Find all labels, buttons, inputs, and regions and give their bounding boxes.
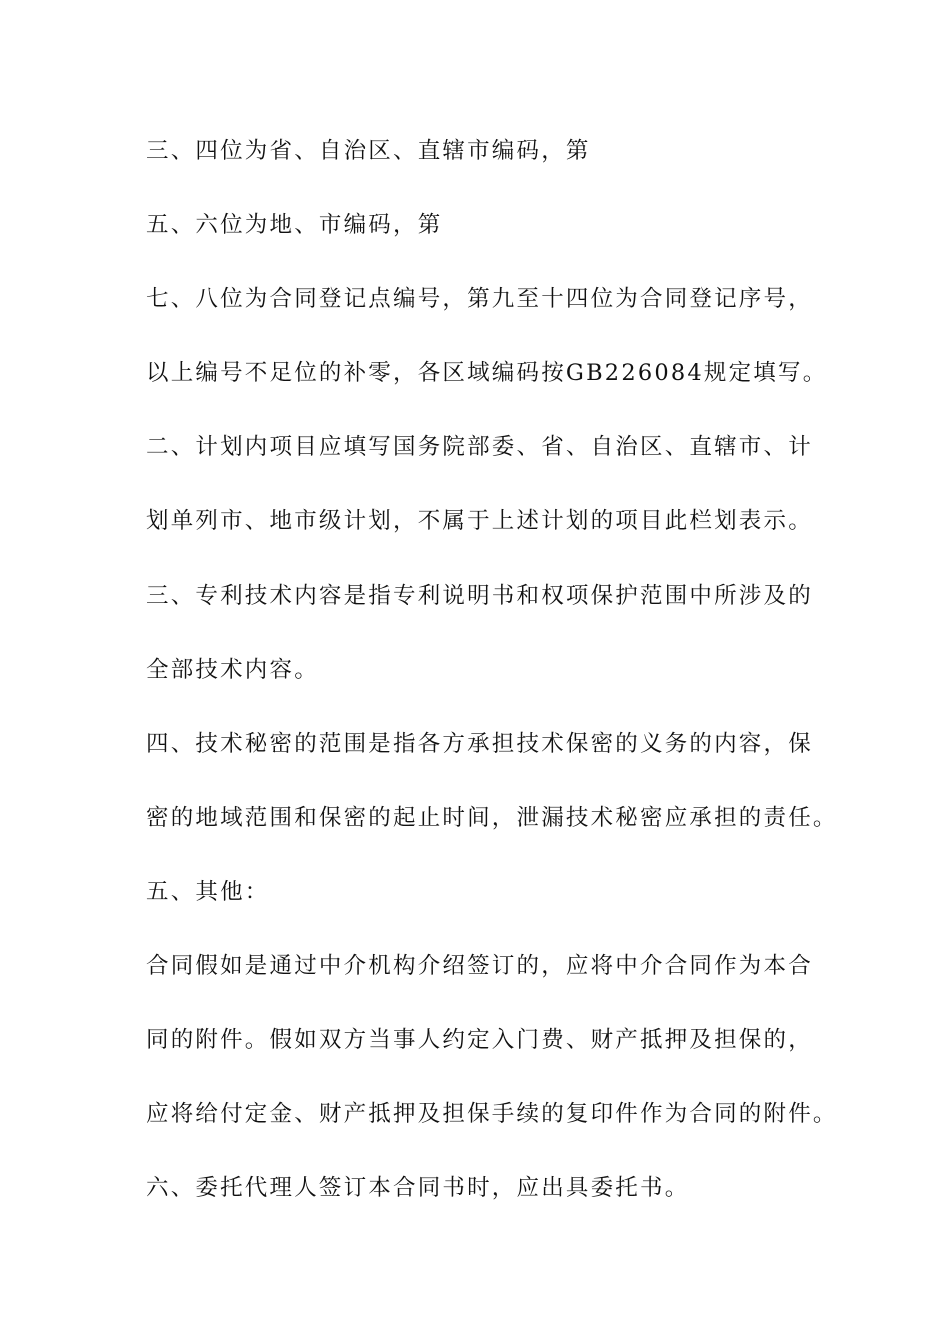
body-line: 二、计划内项目应填写国务院部委、省、自治区、直辖市、计 <box>146 434 813 461</box>
document-body <box>146 129 838 1240</box>
body-line: 五、其他： <box>146 878 270 905</box>
body-line: 密的地域范围和保密的起止时间，泄漏技术秘密应承担的责任。 <box>146 804 838 831</box>
body-line: 六、委托代理人签订本合同书时，应出具委托书。 <box>146 1175 690 1202</box>
body-line: 全部技术内容。 <box>146 656 319 683</box>
body-line: 五、六位为地、市编码，第 <box>146 212 443 239</box>
body-line: 以上编号不足位的补零，各区域编码按GB226084规定填写。 <box>146 360 828 387</box>
body-line: 应将给付定金、财产抵押及担保手续的复印件作为合同的附件。 <box>146 1101 838 1128</box>
body-line: 七、八位为合同登记点编号，第九至十四位为合同登记序号， <box>146 286 813 313</box>
body-line: 四、技术秘密的范围是指各方承担技术保密的义务的内容，保 <box>146 730 813 757</box>
body-line: 划单列市、地市级计划，不属于上述计划的项目此栏划表示。 <box>146 508 813 535</box>
body-line: 合同假如是通过中介机构介绍签订的，应将中介合同作为本合 <box>146 953 813 980</box>
body-line: 三、四位为省、自治区、直辖市编码，第 <box>146 138 591 164</box>
body-line: 同的附件。假如双方当事人约定入门费、财产抵押及担保的， <box>146 1027 813 1054</box>
body-line: 三、专利技术内容是指专利说明书和权项保护范围中所涉及的 <box>146 582 813 609</box>
